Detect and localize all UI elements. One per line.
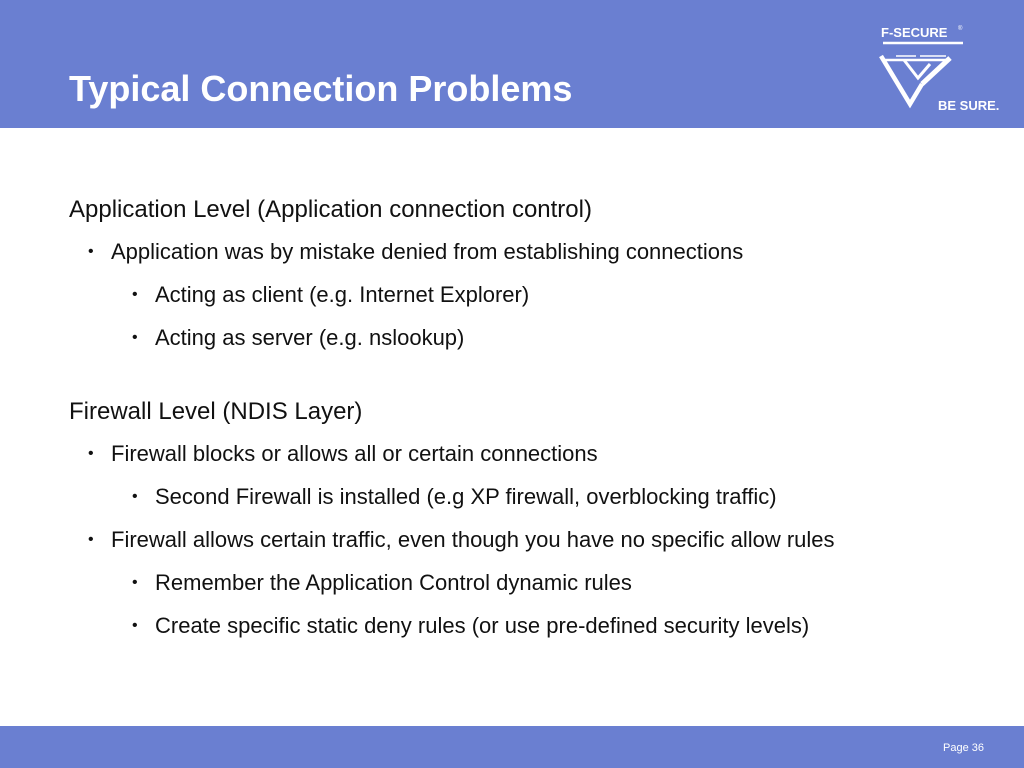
sub-bullet-item: • Remember the Application Control dynamic rules xyxy=(69,561,999,604)
slide-footer xyxy=(0,726,1024,768)
sub-bullet-item: • Acting as server (e.g. nslookup) xyxy=(69,316,999,359)
f-secure-logo xyxy=(876,20,1016,124)
sub-bullet-item: • Acting as client (e.g. Internet Explorer) xyxy=(69,273,999,316)
sub-bullet-item: • Create specific static deny rules (or use pre-defined security levels) xyxy=(69,604,999,647)
bullet-item: • Firewall blocks or allows all or certain connections xyxy=(69,432,999,475)
page-number: Page 36 xyxy=(943,742,984,754)
slide-header xyxy=(0,0,1024,128)
slide-title: Typical Connection Problems xyxy=(69,68,573,109)
section-heading-firewall-level: Firewall Level (NDIS Layer) xyxy=(69,398,363,425)
logo-registered-mark: ® xyxy=(958,26,963,32)
logo-tagline: BE SURE. xyxy=(938,98,1000,113)
section-spacer xyxy=(69,359,999,392)
sub-bullet-item: • Second Firewall is installed (e.g XP firewall, overblocking traffic) xyxy=(69,475,999,518)
logo-brand-text: F-SECURE xyxy=(881,25,948,40)
bullet-item: • Firewall allows certain traffic, even though you have no specific allow rules xyxy=(69,518,999,561)
section-heading-application-level: Application Level (Application connection control) xyxy=(69,196,592,223)
shield-v-icon xyxy=(881,56,950,104)
bullet-item: • Application was by mistake denied from establishing connections xyxy=(69,230,999,273)
slide-content xyxy=(69,190,999,647)
